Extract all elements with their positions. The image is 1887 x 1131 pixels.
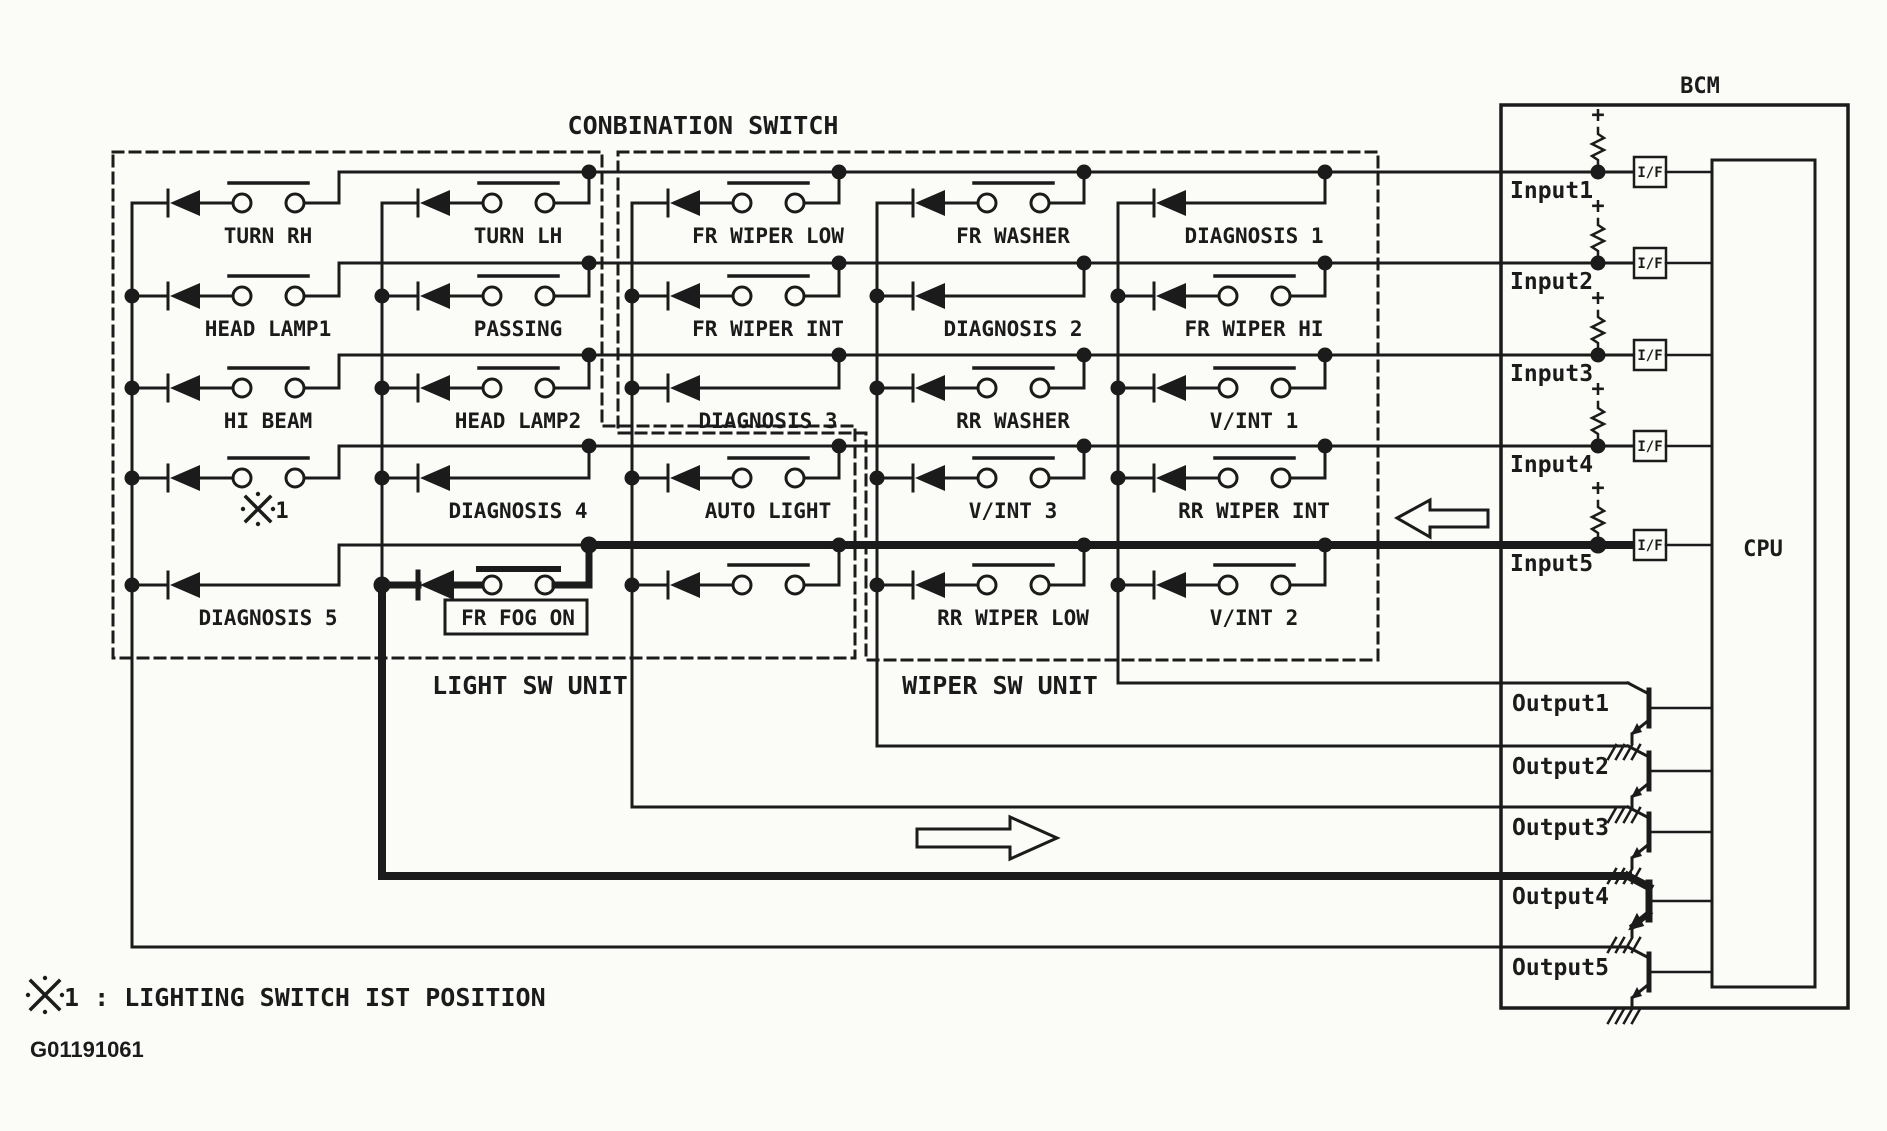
switch-contact [536,194,554,212]
diode-icon [1156,190,1186,216]
switch-contact [978,194,996,212]
bus-junction-dot [832,439,847,454]
cell-label: DIAGNOSIS 5 [198,606,338,630]
input-label: Input4 [1510,452,1594,478]
switch-contact [536,379,554,397]
resistor-icon [1592,501,1604,537]
bus-junction-dot [832,348,847,363]
switch-contact [536,287,554,305]
unit-label: WIPER SW UNIT [902,671,1098,700]
resistor-icon [1592,311,1604,347]
switch-contact [1272,576,1290,594]
diode-icon [670,375,700,401]
footnote-reference-mark-icon-dot [43,1010,47,1014]
cell-label: HI BEAM [223,409,313,433]
bus-junction-dot [582,256,597,271]
bus-junction-dot [1318,165,1333,180]
output-label: Output5 [1512,955,1609,981]
cell-label: TURN RH [223,224,313,248]
diode-icon [170,283,200,309]
switch-contact [483,576,501,594]
diode-icon [1156,375,1186,401]
switch-contact [1272,379,1290,397]
diode-icon [420,283,450,309]
footnote-text: 1 : LIGHTING SWITCH IST POSITION [64,983,546,1012]
switch-contact [733,576,751,594]
bus-junction-dot [582,165,597,180]
cell-label: FR WASHER [956,224,1070,248]
ground-icon [1608,1009,1616,1023]
plus-supply-icon: + [1591,476,1605,501]
if-box-label: I/F [1637,439,1663,455]
ground-icon [1624,1009,1632,1023]
cell-label: 1 [275,499,289,524]
plus-supply-icon: + [1591,377,1605,402]
diode-icon [420,570,454,600]
reference-mark-icon-dot [256,492,260,496]
switch-contact [233,469,251,487]
diode-icon [915,375,945,401]
switch-contact [1219,379,1237,397]
unit-label: LIGHT SW UNIT [432,671,628,700]
footnote-reference-mark-icon-dot [43,976,47,980]
diode-icon [170,190,200,216]
switch-contact [286,194,304,212]
output-label: Output1 [1512,691,1609,717]
ground-icon [1616,1009,1624,1023]
reference-mark-icon-dot [256,522,260,526]
resistor-icon [1592,219,1604,255]
bus-junction-dot [1318,538,1333,553]
cell-label: TURN LH [473,224,563,248]
switch-contact [483,194,501,212]
diode-icon [670,572,700,598]
switch-contact [786,287,804,305]
bus-junction-dot [582,348,597,363]
col-bus [132,203,1628,947]
bcm-label: BCM [1680,74,1720,99]
cpu-box [1712,160,1815,987]
bus-junction-dot [832,256,847,271]
switch-contact [233,194,251,212]
cell-label: DIAGNOSIS 1 [1184,224,1324,248]
if-box-label: I/F [1637,348,1663,364]
switch-contact [286,287,304,305]
reference-mark-icon-dot [241,507,245,511]
footnote-reference-mark-icon-dot [26,993,30,997]
diode-icon [1156,283,1186,309]
switch-contact [286,469,304,487]
input-label: Input2 [1510,269,1594,295]
cell-label: DIAGNOSIS 3 [698,409,838,433]
flow-arrow-left [1397,500,1488,537]
cell-label: FR WIPER HI [1184,317,1324,341]
switch-contact [483,287,501,305]
switch-contact [233,287,251,305]
cell-label: FR WIPER INT [692,317,844,341]
cell-label: FR WIPER LOW [692,224,844,248]
switch-contact [1219,576,1237,594]
switch-contact [978,379,996,397]
diode-icon [1156,572,1186,598]
diode-icon [915,190,945,216]
document-id: G01191061 [30,1037,144,1062]
diode-icon [915,572,945,598]
input-label: Input3 [1510,361,1594,387]
transistor-collector [1628,683,1649,694]
cell-label: FR FOG ON [461,606,575,630]
cpu-label: CPU [1743,537,1783,562]
footnote-reference-mark-icon [31,981,59,1009]
bus-junction-dot [582,439,597,454]
bus-junction-dot [832,538,847,553]
diode-icon [1156,465,1186,491]
switch-contact [733,469,751,487]
if-box-label: I/F [1637,538,1663,554]
diode-icon [170,572,200,598]
switch-contact [1031,194,1049,212]
bus-junction-dot [1318,439,1333,454]
switch-contact [786,576,804,594]
resistor-icon [1592,402,1604,438]
output-label: Output3 [1512,815,1609,841]
bus-junction-dot [1077,165,1092,180]
cell-label: AUTO LIGHT [704,499,832,523]
switch-contact [1031,469,1049,487]
cell-label: DIAGNOSIS 2 [943,317,1083,341]
bus-junction-dot [1077,538,1092,553]
diode-icon [420,190,450,216]
ground-icon [1608,808,1616,822]
bus-junction-dot [1318,348,1333,363]
switch-contact [786,194,804,212]
input-label: Input1 [1510,178,1594,204]
bus-junction-dot [581,537,598,554]
switch-contact [1031,379,1049,397]
plus-supply-icon: + [1591,103,1605,128]
ground-icon [1608,938,1616,952]
bus-junction-dot [1077,256,1092,271]
diode-icon [670,465,700,491]
cell-label: HEAD LAMP2 [454,409,582,433]
ground-icon [1616,938,1624,952]
cell-label: V/INT 2 [1209,606,1299,630]
plus-supply-icon: + [1591,286,1605,311]
cell-label: RR WIPER INT [1178,499,1330,523]
switch-contact [733,287,751,305]
bus-junction-dot [1077,439,1092,454]
diode-icon [170,375,200,401]
diode-icon [170,465,200,491]
input-label: Input5 [1510,551,1594,577]
switch-contact [1219,287,1237,305]
cell-label: V/INT 1 [1209,409,1299,433]
ground-icon [1632,1009,1640,1023]
switch-contact [536,576,554,594]
switch-contact [733,194,751,212]
diode-icon [670,190,700,216]
output-label: Output4 [1512,884,1609,910]
diagram-title: CONBINATION SWITCH [567,111,839,140]
cell-label: RR WIPER LOW [937,606,1089,630]
switch-contact [286,379,304,397]
flow-arrow-right [917,817,1057,859]
cell-label: DIAGNOSIS 4 [448,499,588,523]
cell-label: PASSING [473,317,563,341]
if-box-label: I/F [1637,165,1663,181]
switch-contact [978,576,996,594]
diode-icon [420,375,450,401]
resistor-icon [1592,128,1604,164]
cell-label: V/INT 3 [968,499,1058,523]
switch-contact [1219,469,1237,487]
if-box-label: I/F [1637,256,1663,272]
switch-contact [978,469,996,487]
diode-icon [670,283,700,309]
diode-icon [420,465,450,491]
switch-contact [786,469,804,487]
cell-label: HEAD LAMP1 [204,317,332,341]
diode-icon [915,283,945,309]
output-label: Output2 [1512,754,1609,780]
switch-contact [483,379,501,397]
switch-contact [1031,576,1049,594]
bus-junction-dot [1318,256,1333,271]
cell-label: RR WASHER [956,409,1070,433]
switch-contact [233,379,251,397]
diode-icon [915,465,945,491]
bus-junction-dot [1077,348,1092,363]
plus-supply-icon: + [1591,194,1605,219]
reference-mark-icon [246,497,270,521]
ground-icon [1616,808,1624,822]
switch-contact [1272,469,1290,487]
switch-contact [1272,287,1290,305]
bus-junction-dot [832,165,847,180]
